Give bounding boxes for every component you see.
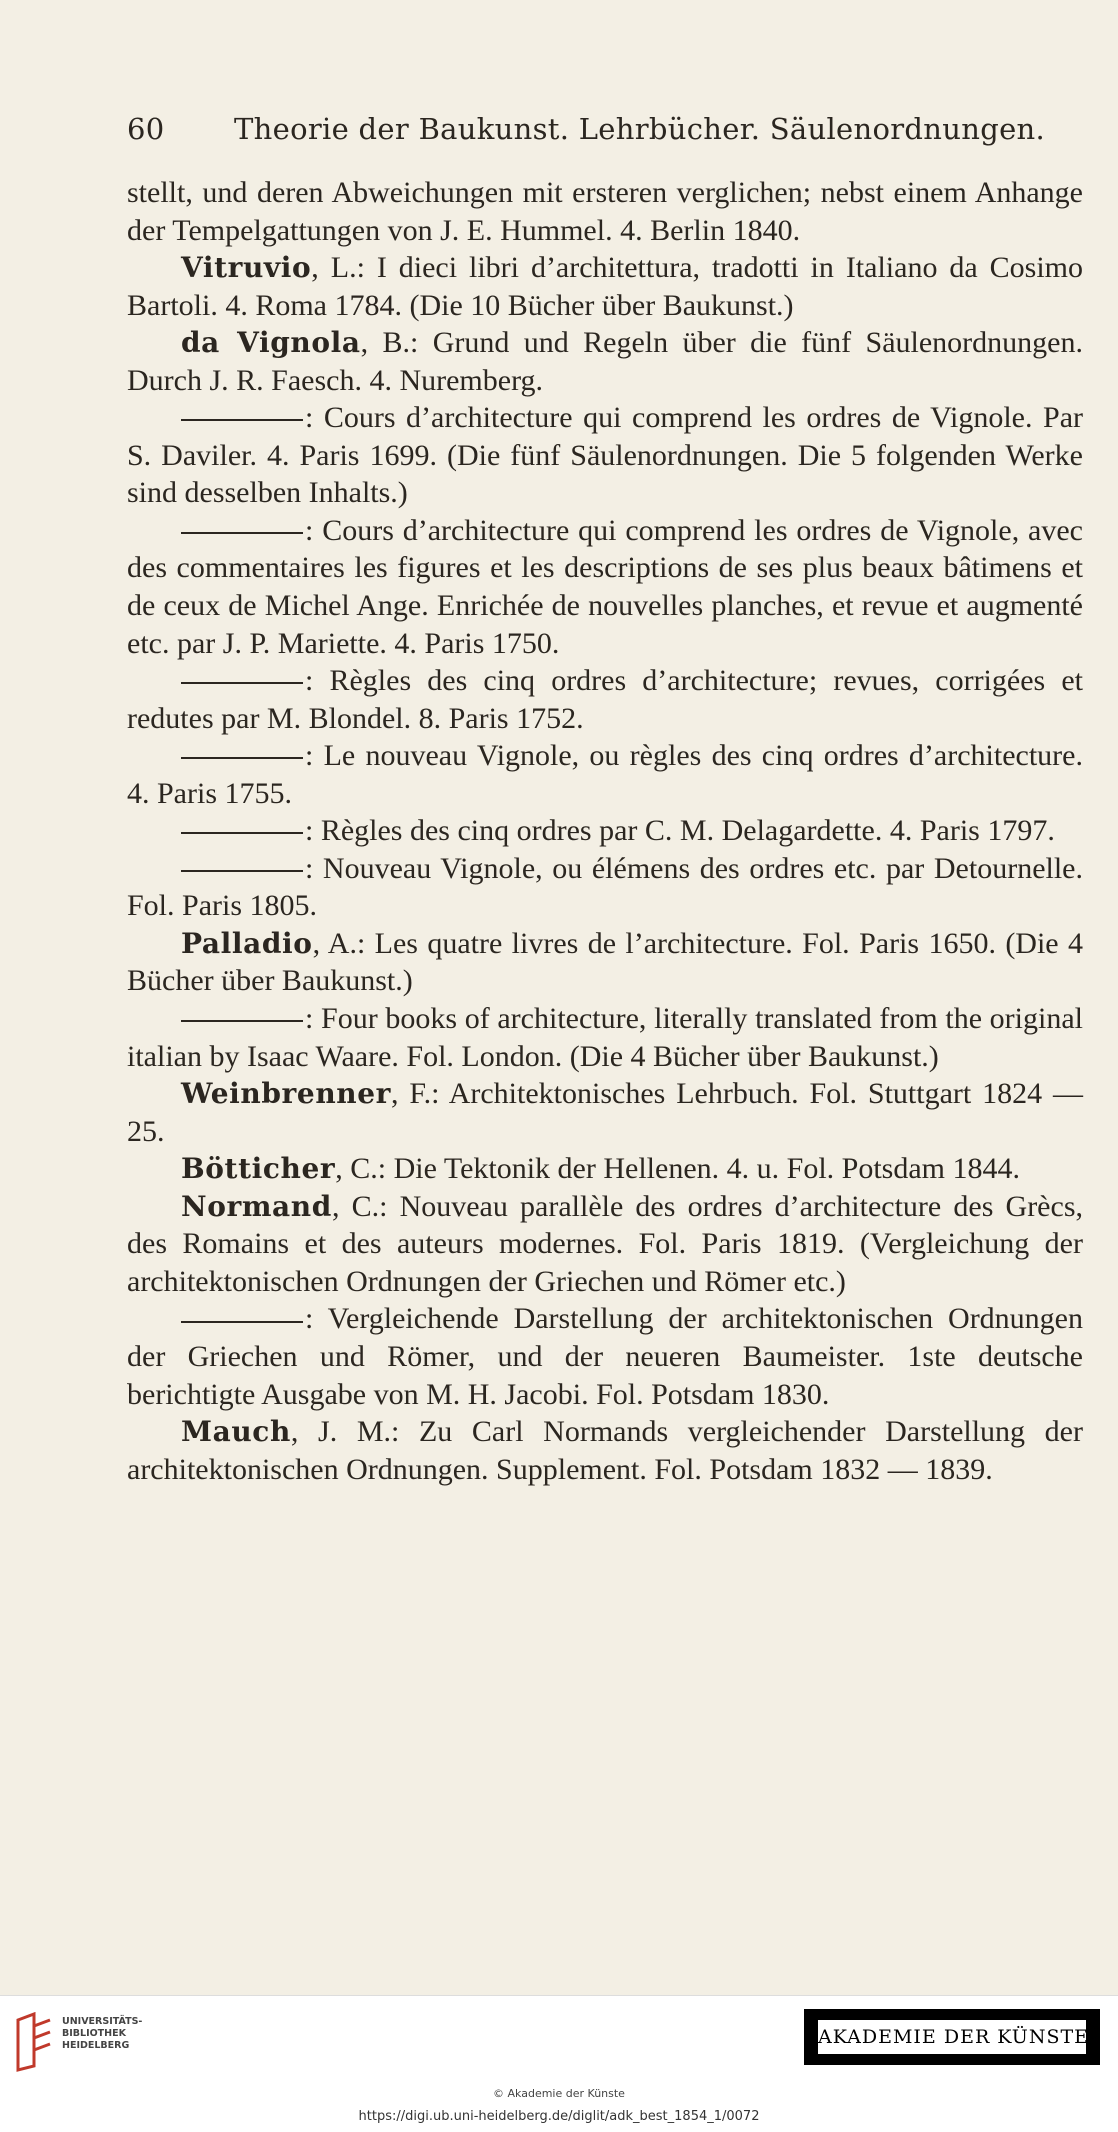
bibliography-entry (127, 324, 1083, 399)
entry-author: Weinbrenner (181, 1077, 391, 1111)
entry-text: , L.: I dieci libri d’architettura, tradotti in Italiano da Cosimo Bartoli. 4. Roma 1784. (Die 10 Bücher über Baukunst.) (127, 251, 1083, 322)
ditto-dash (181, 1020, 303, 1022)
entry-author: Palladio (181, 926, 313, 960)
running-title: Theorie der Baukunst. Lehrbücher. Säulenordnungen. (234, 112, 1046, 146)
library-line-1: UNIVERSITÄTS- (62, 2016, 143, 2027)
entry-text: , F.: Architektonisches Lehrbuch. Fol. Stuttgart 1824 — 25. (127, 1077, 1083, 1148)
bibliography-entry (127, 850, 1083, 925)
entry-author: Normand (181, 1189, 332, 1223)
bibliography-entry (127, 1000, 1083, 1075)
university-library-name (62, 2016, 142, 2052)
entry-author: Bötticher (181, 1152, 336, 1186)
bibliography-entry (127, 1188, 1083, 1301)
bibliography-entry (127, 249, 1083, 324)
bibliography-entry (127, 1300, 1083, 1413)
bibliography-entry (127, 1075, 1083, 1150)
bibliography-entry (127, 174, 1083, 249)
viewer-footer (0, 1995, 1118, 2132)
entry-text: : Le nouveau Vignole, ou règles des cinq ordres d’architecture. 4. Paris 1755. (127, 739, 1083, 810)
entry-text: , J. M.: Zu Carl Normands vergleichender Darstellung der architektonischen Ordnungen. Supplement. Fol. Potsdam 1832 — 1839. (127, 1415, 1083, 1486)
page-number: 60 (127, 112, 165, 146)
bibliography-entry (127, 737, 1083, 812)
entry-text: , A.: Les quatre livres de l’architecture. Fol. Paris 1650. (Die 4 Bücher über Baukunst.) (127, 926, 1083, 998)
ditto-dash (181, 870, 303, 872)
entry-author: Mauch (181, 1415, 291, 1449)
entry-text: : Cours d’architecture qui comprend les ordres de Vignole, avec des commentaires les figures et les descriptions de ses plus beaux bâtimens et de ceux de Michel Ange. Enrichée de nouvelles planches, et revue et augmenté etc. par J. P. Mariette. 4. Paris 1750. (127, 513, 1083, 660)
entry-author: da Vignola (181, 326, 361, 360)
bibliography-entry (127, 512, 1083, 662)
copyright-notice: © Akademie der Künste (493, 2087, 625, 2100)
entry-author: Vitruvio (181, 251, 312, 285)
akademie-logo[interactable] (804, 2009, 1100, 2065)
entry-text: : Règles des cinq ordres par C. M. Delagardette. 4. Paris 1797. (305, 814, 1055, 848)
entry-text: , B.: Grund und Regeln über die fünf Säulenordnungen. Durch J. R. Faesch. 4. Nuremberg. (127, 326, 1083, 397)
ditto-dash (181, 419, 303, 421)
entry-text: : Vergleichende Darstellung der architektonischen Ordnungen der Griechen und Römer, und der neueren Baumeister. 1ste deutsche berichtigte Ausgabe von M. H. Jacobi. Fol. Potsdam 1830. (127, 1302, 1083, 1411)
entry-text: stellt, und deren Abweichungen mit ersteren verglichen; nebst einem Anhange der Tempelgattungen von J. E. Hummel. 4. Berlin 1840. (127, 176, 1083, 247)
bibliography-entry (127, 399, 1083, 512)
akademie-logo-label: AKADEMIE DER KÜNSTE (818, 2020, 1086, 2054)
library-line-2: BIBLIOTHEK (62, 2028, 126, 2039)
entry-text: : Nouveau Vignole, ou élémens des ordres etc. par Detournelle. Fol. Paris 1805. (127, 851, 1083, 923)
ditto-dash (181, 757, 303, 759)
library-line-3: HEIDELBERG (62, 2040, 130, 2051)
permalink-url[interactable]: https://digi.ub.uni-heidelberg.de/diglit/adk_best_1854_1/0072 (358, 2109, 760, 2124)
ditto-dash (181, 682, 303, 684)
bibliography-entry (127, 662, 1083, 737)
entry-text: : Cours d’architecture qui comprend les ordres de Vignole. Par S. Daviler. 4. Paris 1699. (Die fünf Säulenordnungen. Die 5 folgenden Werke sind desselben Inhalts.) (127, 401, 1083, 510)
bibliography-entry (127, 925, 1083, 1000)
bibliography-entry (127, 1150, 1083, 1188)
entry-text: , C.: Die Tektonik der Hellenen. 4. u. Fol. Potsdam 1844. (335, 1152, 1021, 1186)
ditto-dash (181, 832, 303, 834)
bibliography-entry (127, 812, 1083, 850)
university-library-logo-icon[interactable] (12, 2012, 56, 2072)
entry-text: , C.: Nouveau parallèle des ordres d’architecture des Grècs, des Romains et des auteurs modernes. Fol. Paris 1819. (Vergleichung der architektonischen Ordnungen der Griechen und Römer etc.) (127, 1189, 1083, 1298)
ditto-dash (181, 1321, 303, 1323)
bibliography-entry (127, 1413, 1083, 1488)
entry-text: : Règles des cinq ordres d’architecture; revues, corrigées et redutes par M. Blondel. 8. Paris 1752. (127, 664, 1083, 735)
bibliography-body (127, 174, 1083, 1488)
ditto-dash (181, 532, 303, 534)
page-header (127, 112, 1046, 146)
entry-text: : Four books of architecture, literally translated from the original italian by Isaac Waare. Fol. London. (Die 4 Bücher über Baukunst.) (127, 1002, 1083, 1073)
